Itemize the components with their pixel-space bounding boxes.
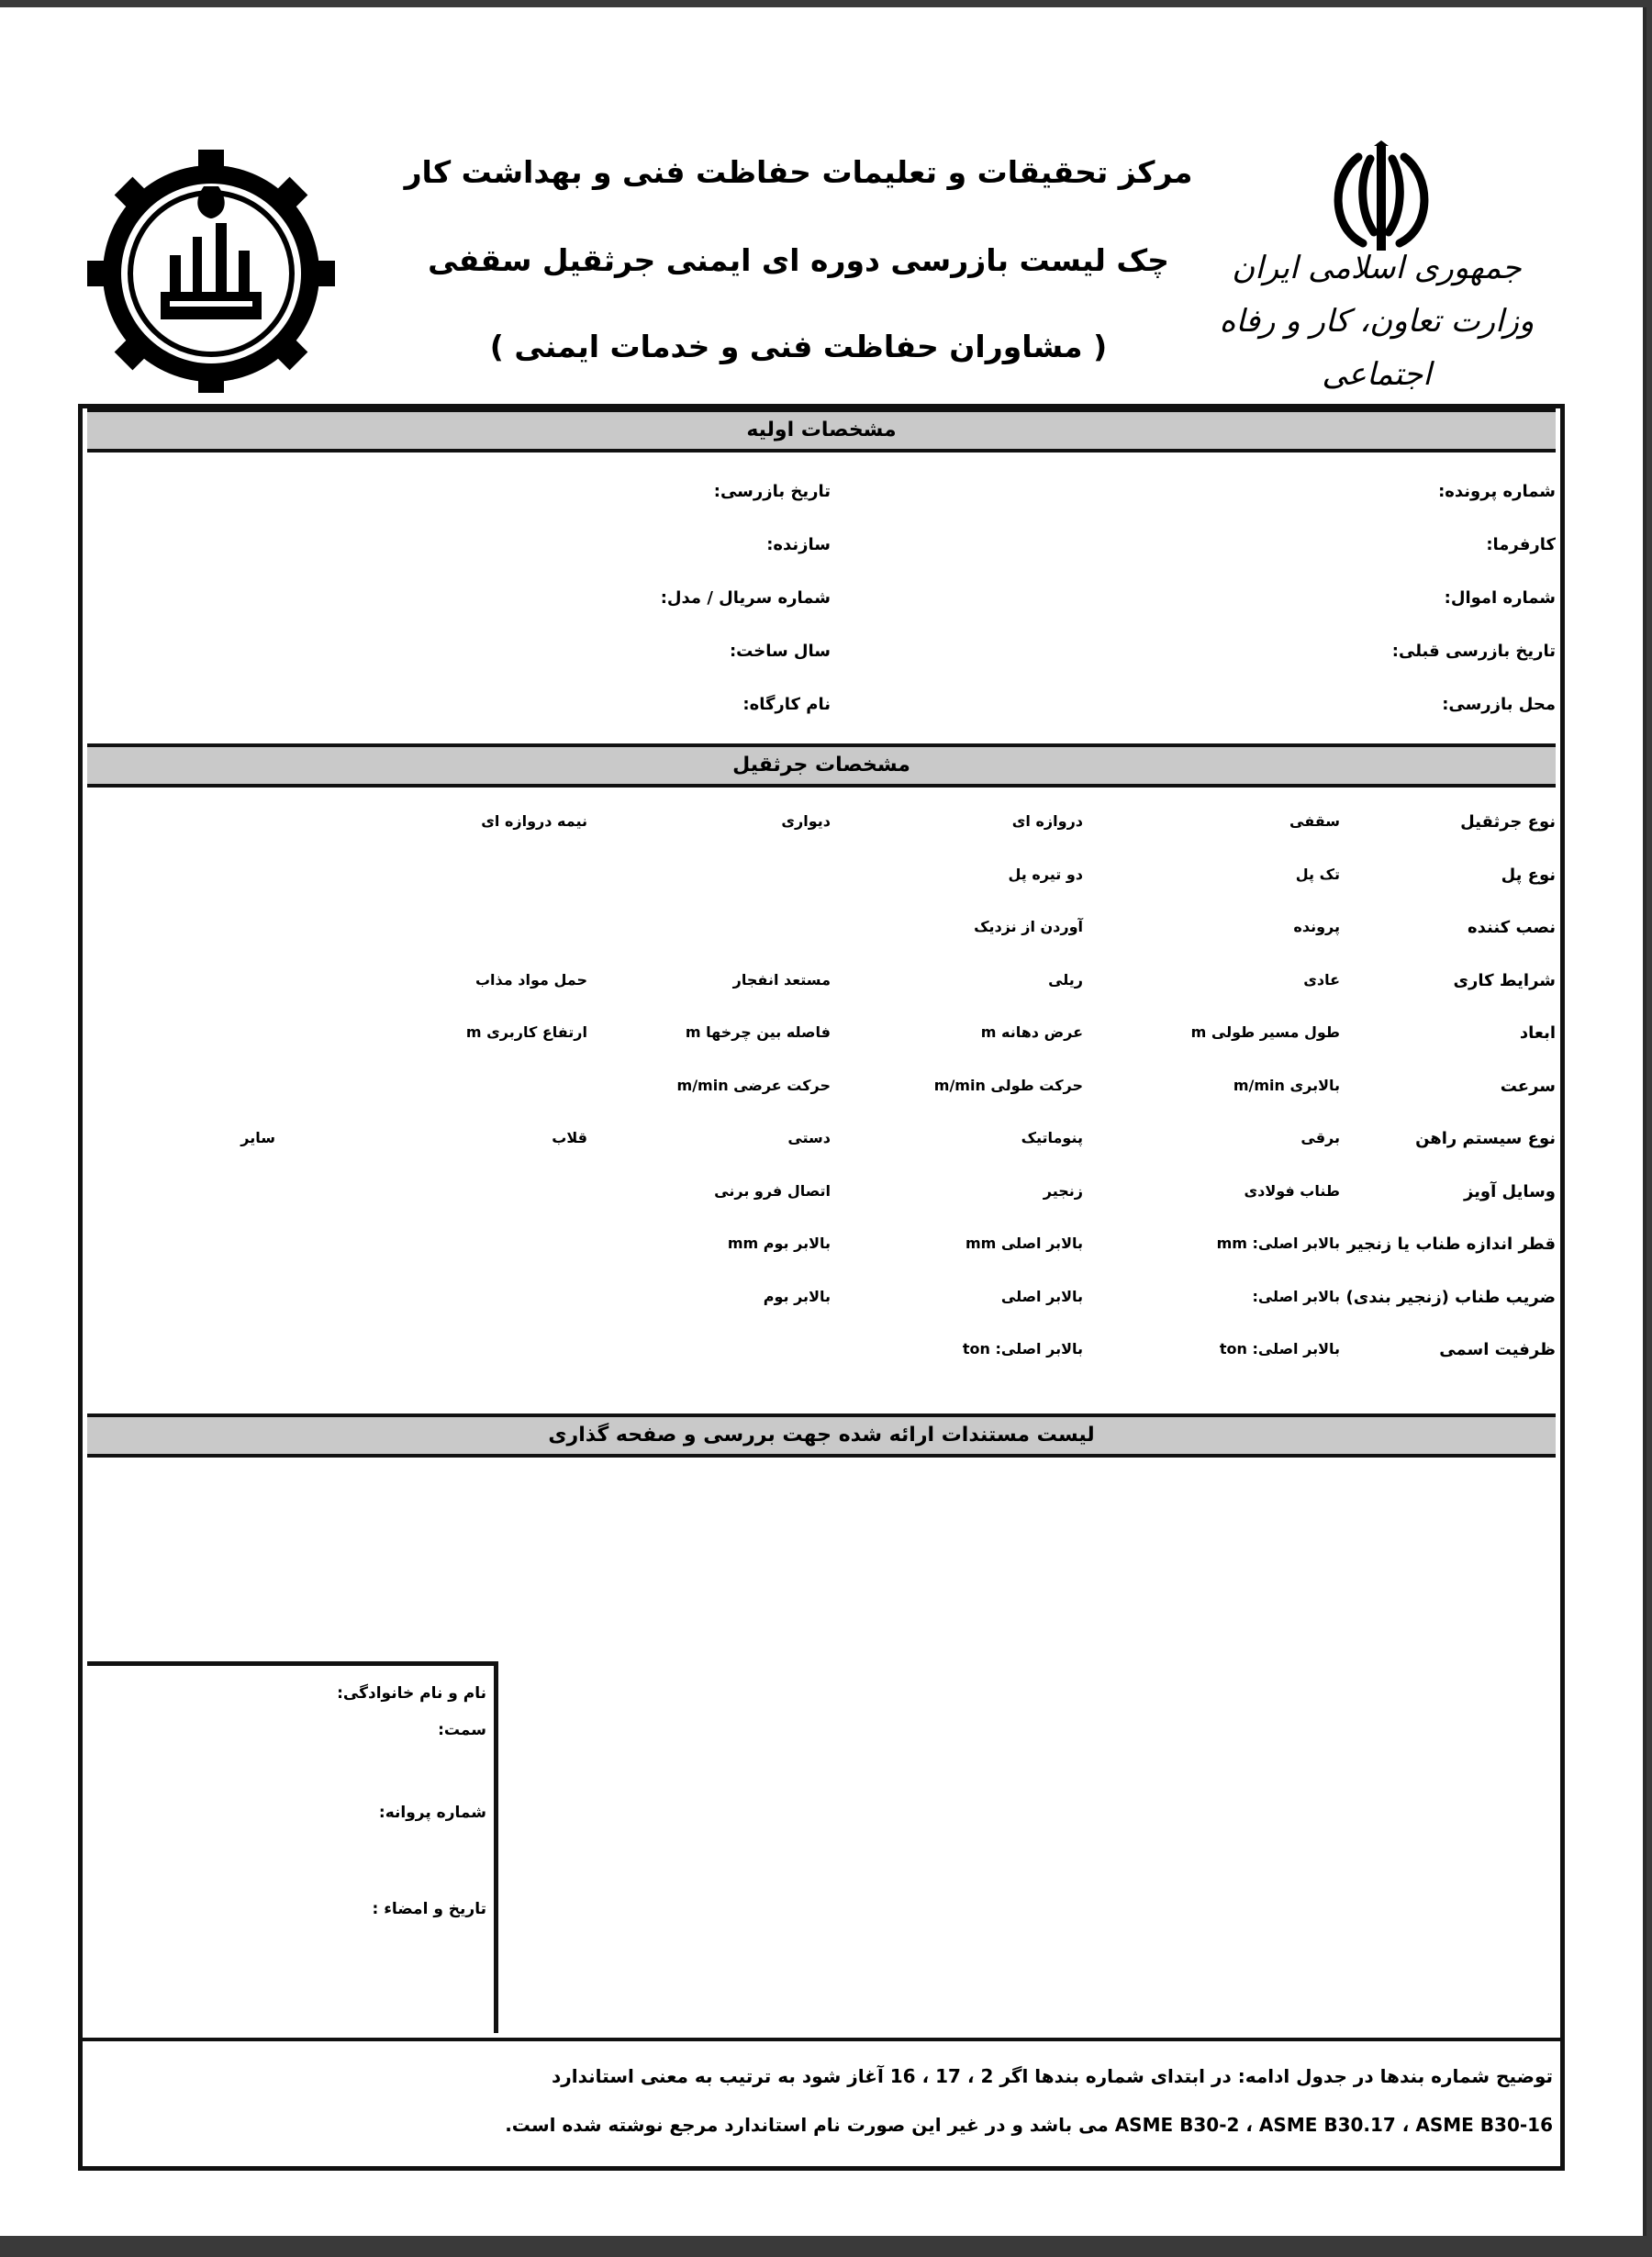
crane-spec-label: سرعت: [1500, 1077, 1556, 1096]
crane-spec-label: شرایط کاری: [1453, 971, 1556, 990]
crane-spec-option: بالابر اصلی: ton: [962, 1340, 1083, 1358]
date-signature-label: تاریخ و امضاء :: [372, 1900, 486, 1918]
crane-spec-option: بالابر اصلی: ton: [1219, 1340, 1340, 1358]
crane-spec-option: دیواری: [781, 812, 831, 830]
employer-label: کارفرما:: [1486, 535, 1556, 554]
section-documents-header: لیست مستندات ارائه شده جهت بررسی و صفحه گذاری: [87, 1413, 1556, 1458]
crane-spec-label: نوع پل: [1501, 866, 1556, 885]
crane-spec-option: اتصال فرو برنی: [714, 1182, 831, 1200]
crane-spec-option: قلاب: [552, 1129, 587, 1146]
signature-box: [87, 1661, 498, 2033]
crane-spec-label: قطر اندازه طناب یا زنجیر: [1346, 1235, 1556, 1254]
section-initial-info-header: مشخصات اولیه: [87, 408, 1556, 453]
footer-note-1: توضیح شماره بندها در جدول ادامه: در ابتدای شماره بندها اگر 2 ، 17 ، 16 آغاز شود به ترتیب به معنی استاندارد: [551, 2065, 1553, 2087]
footer-note-2: ASME B30-2 ، ASME B30.17 ، ASME B30-16 می باشد و در غیر این صورت نام استاندارد مرجع نوشته شده است.: [505, 2114, 1553, 2136]
crane-spec-label: ابعاد: [1519, 1023, 1556, 1043]
crane-spec-option: بالابر اصلی:: [1252, 1288, 1340, 1305]
ministry-name: [1179, 241, 1574, 401]
crane-spec-option: طناب فولادی: [1244, 1182, 1340, 1200]
crane-spec-option: بالابری m/min: [1233, 1077, 1340, 1094]
crane-spec-option: تک پل: [1295, 866, 1340, 883]
crane-spec-option: سقفی: [1289, 812, 1340, 830]
crane-spec-option: نیمه دروازه ای: [481, 812, 587, 830]
manufacture-year-label: سال ساخت:: [729, 642, 831, 661]
crane-spec-label: ضریب طناب (زنجیر بندی): [1345, 1288, 1556, 1307]
file-number-label: شماره پرونده:: [1438, 482, 1556, 501]
asset-number-label: شماره اموال:: [1444, 588, 1556, 608]
ministry-country: جمهوری اسلامی ایران: [1232, 250, 1522, 286]
crane-spec-option: فاصله بین چرخها m: [685, 1023, 831, 1041]
crane-spec-option: دو تیره پل: [1008, 866, 1083, 883]
crane-spec-option: ارتفاع کاربری m: [465, 1023, 587, 1041]
form-frame: [78, 404, 1565, 2171]
crane-spec-option: پرونده: [1293, 918, 1340, 935]
crane-spec-option: عادی: [1303, 971, 1340, 989]
crane-spec-option: سایر: [240, 1129, 275, 1146]
inspection-date-label: تاریخ بازرسی:: [713, 482, 831, 501]
crane-spec-label: نصب کننده: [1467, 918, 1556, 937]
crane-spec-option: حمل مواد مذاب: [474, 971, 587, 989]
crane-spec-option: زنجیر: [1043, 1182, 1083, 1200]
previous-inspection-date-label: تاریخ بازرسی قبلی:: [1391, 642, 1556, 661]
footer-divider: [83, 2038, 1560, 2041]
checklist-title: چک لیست بازرسی دوره ای ایمنی جرثقیل سقفی: [428, 242, 1169, 278]
crane-spec-option: برقی: [1300, 1129, 1340, 1146]
crane-spec-option: مستعد انفجار: [732, 971, 831, 989]
crane-spec-option: عرض دهانه m: [980, 1023, 1083, 1041]
license-number-label: شماره پروانه:: [378, 1804, 486, 1822]
crane-spec-option: بالابر اصلی mm: [965, 1235, 1083, 1252]
crane-spec-label: نوع جرثقیل: [1460, 812, 1556, 832]
crane-spec-option: حرکت عرضی m/min: [676, 1077, 831, 1094]
ministry-department: وزارت تعاون، کار و رفاه اجتماعی: [1219, 303, 1535, 393]
crane-spec-option: پنوماتیک: [1021, 1129, 1083, 1146]
crane-spec-option: بالابر بوم mm: [727, 1235, 831, 1252]
manufacturer-label: سازنده:: [766, 535, 831, 554]
crane-spec-option: حرکت طولی m/min: [933, 1077, 1083, 1094]
crane-spec-option: طول مسیر طولی m: [1190, 1023, 1340, 1041]
institute-gear-logo-icon: [78, 140, 344, 393]
inspection-location-label: محل بازرسی:: [1442, 695, 1556, 714]
crane-spec-option: ریلی: [1048, 971, 1083, 989]
crane-spec-option: بالابر اصلی: [1000, 1288, 1083, 1305]
crane-spec-label: وسایل آویز: [1463, 1182, 1556, 1201]
institute-title: مرکز تحقیقات و تعلیمات حفاظت فنی و بهداشت کار: [404, 154, 1193, 190]
section-crane-specs-header: مشخصات جرثقیل: [87, 743, 1556, 788]
consultants-subtitle: ( مشاوران حفاظت فنی و خدمات ایمنی ): [489, 329, 1108, 364]
crane-spec-option: آوردن از نزدیک: [974, 918, 1083, 935]
crane-spec-label: نوع سیستم راهن: [1415, 1129, 1556, 1148]
inspector-position-label: سمت:: [438, 1721, 486, 1739]
crane-spec-option: بالابر بوم: [763, 1288, 831, 1305]
crane-spec-label: ظرفیت اسمی: [1439, 1340, 1556, 1359]
inspector-name-label: نام و نام خانوادگی:: [337, 1684, 486, 1703]
workshop-name-label: نام کارگاه:: [742, 695, 831, 714]
crane-spec-option: دستی: [787, 1129, 831, 1146]
crane-spec-option: دروازه ای: [1011, 812, 1083, 830]
serial-model-label: شماره سریال / مدل:: [660, 588, 831, 608]
crane-spec-option: بالابر اصلی: mm: [1216, 1235, 1340, 1252]
checklist-page: [0, 7, 1646, 2236]
